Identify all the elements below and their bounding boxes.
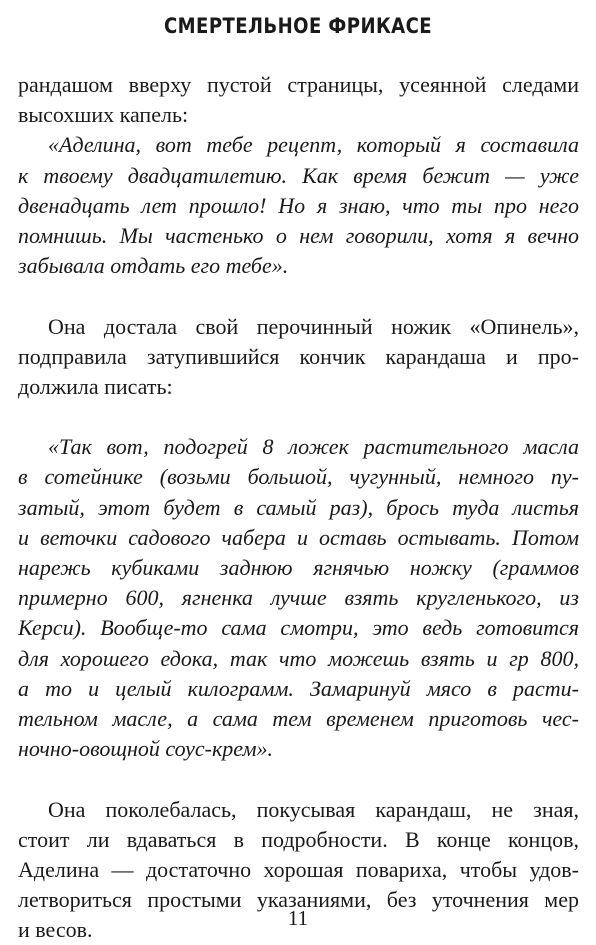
body-text	[18, 70, 579, 945]
text-line: Она поколебалась, покусывая карандаш, не зная,	[18, 795, 579, 825]
text-line: Аделина — достаточно хорошая повариха, чтобы удов-	[18, 855, 579, 885]
text-line: и веточки садового чабера и оставь остывать. Потом	[18, 523, 579, 553]
text-line: для хорошего едока, так что можешь взять и гр 800,	[18, 644, 579, 674]
text-line: высохших капель:	[18, 100, 579, 130]
text-line: ночно-овощной соус-крем».	[18, 734, 579, 764]
text-line: помнишь. Мы частенько о нем говорили, хотя я вечно	[18, 221, 579, 251]
text-line: к твоему двадцатилетию. Как время бежит — уже	[18, 161, 579, 191]
text-line: должила писать:	[18, 372, 579, 402]
text-line: тельном масле, а сама тем временем приготовь чес-	[18, 704, 579, 734]
paragraph	[18, 312, 579, 403]
text-line: рандашом вверху пустой страницы, усеянной следами	[18, 70, 579, 100]
text-line: стоит ли вдаваться в подробности. В конце концов,	[18, 825, 579, 855]
text-line: в сотейнике (возьми большой, чугунный, немного пу-	[18, 462, 579, 492]
paragraph-spacer	[18, 281, 579, 311]
page-number: 11	[0, 906, 596, 931]
text-line: а то и целый килограмм. Замаринуй мясо в расти-	[18, 674, 579, 704]
text-line: Керси). Вообще-то сама смотри, это ведь готовится	[18, 613, 579, 643]
text-line: примерно 600, ягненка лучше взять кругленького, из	[18, 583, 579, 613]
text-line: летвориться простыми указаниями, без уточнения мер	[18, 885, 579, 915]
text-line: и весов.	[18, 915, 579, 945]
text-line: двенадцать лет прошло! Но я знаю, что ты про него	[18, 191, 579, 221]
text-line: Она достала свой перочинный ножик «Опинель»,	[18, 312, 579, 342]
text-line: «Так вот, подогрей 8 ложек растительного масла	[18, 432, 579, 462]
paragraph-spacer	[18, 402, 579, 432]
running-head: СМЕРТЕЛЬНОЕ ФРИКАСЕ	[42, 14, 555, 38]
text-line: забывала отдать его тебе».	[18, 251, 579, 281]
text-line: «Аделина, вот тебе рецепт, который я составила	[18, 130, 579, 160]
text-line: нарежь кубиками заднюю ягнячью ножку (граммов	[18, 553, 579, 583]
paragraph-italic	[18, 432, 579, 764]
paragraph-spacer	[18, 764, 579, 794]
paragraph-italic	[18, 130, 579, 281]
text-line: затый, этот будет в самый раз), брось туда листья	[18, 493, 579, 523]
paragraph	[18, 70, 579, 130]
text-line: подправила затупившийся кончик карандаша и про-	[18, 342, 579, 372]
